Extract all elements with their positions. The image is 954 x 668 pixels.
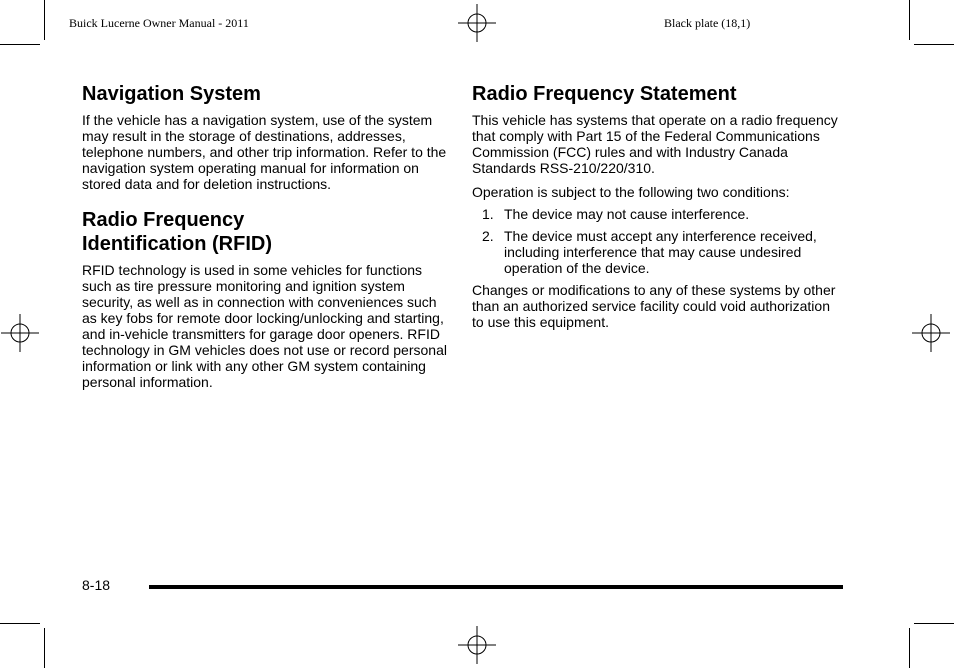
crop-mark bbox=[44, 628, 45, 668]
condition-number: 1. bbox=[482, 206, 494, 222]
crop-mark bbox=[909, 628, 910, 668]
condition-text: The device must accept any interference received, including interference that may cause undesired operation of the device. bbox=[504, 228, 817, 276]
conditions-list bbox=[472, 206, 842, 276]
left-column bbox=[82, 82, 452, 390]
page-number: 8-18 bbox=[82, 577, 111, 593]
statement-paragraph: Changes or modifications to any of these systems by other than an authorized service facility could void authorization to use this equipment. bbox=[472, 282, 836, 330]
navigation-system-section bbox=[82, 82, 452, 192]
statement-paragraph: Operation is subject to the following two conditions: bbox=[472, 184, 790, 200]
registration-mark-icon bbox=[912, 314, 950, 352]
registration-mark-icon bbox=[458, 626, 496, 664]
footer-rule bbox=[149, 585, 843, 589]
registration-mark-icon bbox=[458, 4, 496, 42]
radio-frequency-statement-heading: Radio Frequency Statement bbox=[472, 83, 737, 105]
right-column bbox=[472, 82, 842, 330]
registration-mark-icon bbox=[1, 314, 39, 352]
condition-number: 2. bbox=[482, 228, 494, 244]
header-plate-label: Black plate (18,1) bbox=[664, 16, 751, 30]
rfid-heading-line1: Radio Frequency bbox=[82, 209, 245, 231]
rfid-heading-line2: Identification (RFID) bbox=[82, 233, 272, 255]
crop-mark bbox=[914, 623, 954, 624]
crop-mark bbox=[0, 44, 40, 45]
rfid-section bbox=[82, 208, 452, 390]
statement-paragraph: This vehicle has systems that operate on a radio frequency that comply with Part 15 of the Federal Communications Commission (FCC) rules and with Industry Canada Standards RSS-210/220/310. bbox=[472, 112, 838, 176]
condition-item bbox=[472, 228, 842, 276]
navigation-system-body: If the vehicle has a navigation system, use of the system may result in the storage of destinations, addresses, telephone numbers, and other trip information. Refer to the navigation system operating manual for information on stored data and for deletion instructions. bbox=[82, 112, 447, 192]
navigation-system-heading: Navigation System bbox=[82, 83, 261, 105]
condition-item bbox=[472, 206, 842, 222]
radio-frequency-statement-section bbox=[472, 82, 842, 330]
rfid-body: RFID technology is used in some vehicles for functions such as tire pressure monitoring and ignition system security, as well as in connection with conveniences such as key fobs for remote door locking/unlocking and starting, and in-vehicle transmitters for garage door openers. RFID technology in GM vehicles does not use or record personal information or link with any other GM system containing personal information. bbox=[82, 262, 447, 390]
condition-text: The device may not cause interference. bbox=[504, 206, 750, 222]
crop-mark bbox=[0, 623, 40, 624]
rfid-heading bbox=[82, 208, 452, 256]
crop-mark bbox=[914, 44, 954, 45]
header-manual-title: Buick Lucerne Owner Manual - 2011 bbox=[69, 16, 249, 30]
crop-mark bbox=[909, 0, 910, 40]
crop-mark bbox=[44, 0, 45, 40]
